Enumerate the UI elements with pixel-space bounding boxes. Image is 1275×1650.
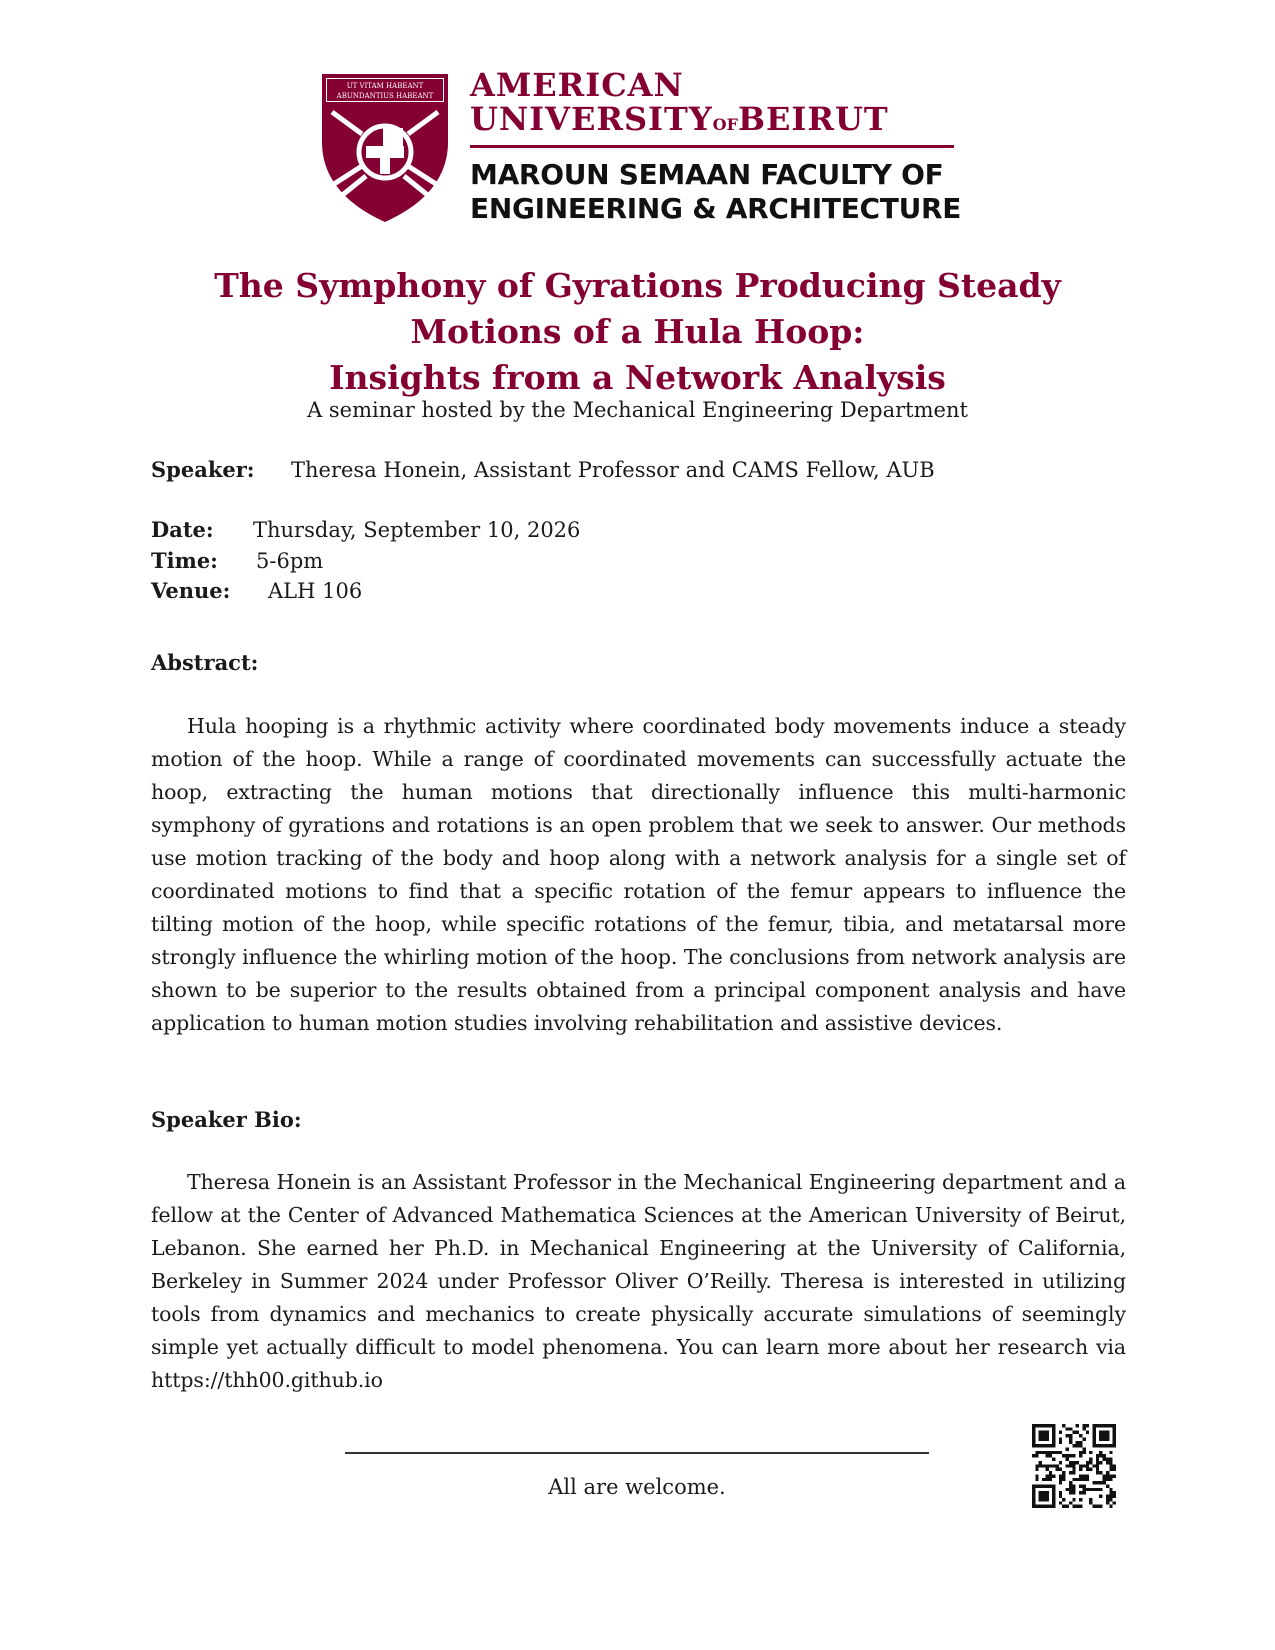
date-row <box>151 517 580 542</box>
seminar-subtitle: A seminar hosted by the Mechanical Engineering Department <box>307 398 968 422</box>
title-line3: Insights from a Network Analysis <box>329 358 946 397</box>
welcome-note: All are welcome. <box>548 1475 726 1499</box>
bio-heading: Speaker Bio: <box>151 1107 302 1132</box>
seminar-title <box>140 263 1135 401</box>
faculty-name-line2: ENGINEERING & ARCHITECTURE <box>470 192 962 225</box>
university-word: UNIVERSITY <box>470 100 713 138</box>
aub-shield-logo <box>320 72 450 224</box>
university-name-line2 <box>470 102 889 142</box>
shield-motto-line2: ABUNDANTIUS HABEANT <box>336 92 434 100</box>
speaker-value: Theresa Honein, Assistant Professor and CAMS Fellow, AUB <box>291 458 935 482</box>
university-of: OF <box>712 115 738 134</box>
university-city: BEIRUT <box>737 100 889 138</box>
speaker-label: Speaker: <box>151 457 255 482</box>
time-row <box>151 548 323 573</box>
qr-code-icon[interactable] <box>1032 1424 1116 1508</box>
title-line1: The Symphony of Gyrations Producing Steady <box>214 266 1061 305</box>
date-label: Date: <box>151 517 214 542</box>
faculty-name-line1: MAROUN SEMAAN FACULTY OF <box>470 158 944 191</box>
venue-label: Venue: <box>151 578 231 603</box>
bio-body: Theresa Honein is an Assistant Professor in the Mechanical Engineering department and a fellow at the Center of Advanced Mathematica Sciences at the American University of Beirut, Lebanon. She earned her Ph.D. in Mechanical Engineering at the University of California, Berkeley in Summer 2024 under Professor Oliver O’Reilly. Theresa is interested in utilizing tools from dynamics and mechanics to create physically accurate simulations of seemingly simple yet actually difficult to model phenomena. You can learn more about her research via https://thh00.github.io <box>151 1170 1126 1392</box>
venue-value: ALH 106 <box>268 579 363 603</box>
university-name <box>470 68 889 142</box>
speaker-row <box>151 457 935 482</box>
time-value: 5-6pm <box>256 549 324 573</box>
footer-divider <box>345 1452 929 1454</box>
title-line2: Motions of a Hula Hoop: <box>410 312 865 351</box>
time-label: Time: <box>151 548 218 573</box>
venue-row <box>151 578 362 603</box>
shield-motto-line1: UT VITAM HABEANT <box>346 82 424 90</box>
abstract-heading: Abstract: <box>151 650 259 675</box>
date-value: Thursday, September 10, 2026 <box>253 518 581 542</box>
university-name-line1: AMERICAN <box>470 66 684 104</box>
header-divider <box>470 145 954 148</box>
faculty-name <box>470 158 961 226</box>
abstract-body: Hula hooping is a rhythmic activity where coordinated body movements induce a steady motion of the hoop. While a range of coordinated movements can successfully actuate the hoop, extracting the human motions that directionally influence this multi-harmonic symphony of gyrations and rotations is an open problem that we seek to answer. Our methods use motion tracking of the body and hoop along with a network analysis for a single set of coordinated motions to find that a specific rotation of the femur appears to influence the tilting motion of the hoop, while specific rotations of the femur, tibia, and metatarsal more strongly influence the whirling motion of the hoop. The conclusions from network analysis are shown to be superior to the results obtained from a principal component analysis and have application to human motion studies involving rehabilitation and assistive devices. <box>151 714 1126 1035</box>
